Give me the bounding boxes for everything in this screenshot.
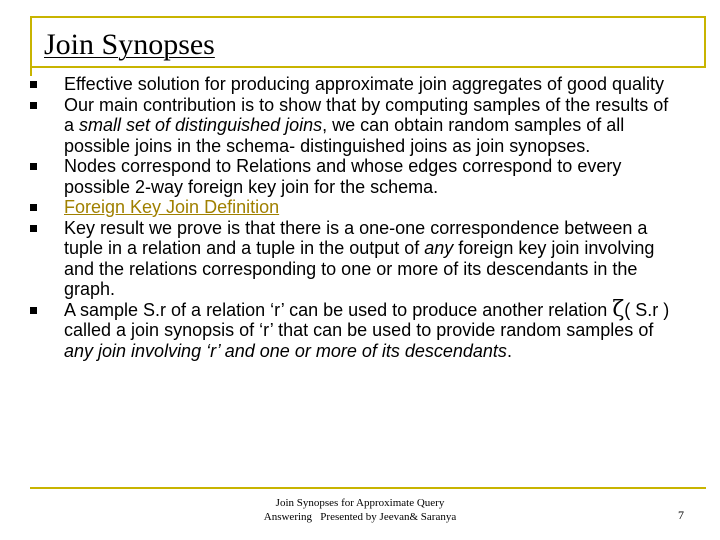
bullet-item (28, 296, 678, 362)
square-bullet-icon (30, 204, 37, 211)
bullet-list (28, 74, 678, 361)
footer-divider (30, 487, 706, 489)
foreign-key-join-definition-link[interactable]: Foreign Key Join Definition (64, 197, 280, 217)
footer-line: Answering Presented by Jeevan& Saranya (263, 511, 457, 523)
frame-top-border (30, 16, 706, 18)
bullet-text: foreign key join involving and the relations corresponding to one or more of its descendants in the graph. (64, 238, 655, 299)
bullet-emphasis: any (424, 238, 454, 258)
bullet-item (28, 95, 678, 157)
bullet-text: . (506, 340, 512, 361)
square-bullet-icon (30, 307, 37, 314)
bullet-text: Nodes correspond to Relations and whose edges correspond to every possible 2-way foreign key join for the schema. (64, 156, 622, 197)
bullet-text: Key result we prove is that there is a one-one correspondence between a tuple in a relation and a tuple in the output of (64, 217, 648, 258)
square-bullet-icon (30, 225, 37, 232)
bullet-item (28, 156, 678, 197)
bullet-item (28, 74, 678, 95)
bullet-text: Effective solution for producing approximate join aggregates of good quality (64, 74, 665, 94)
bullet-item (28, 218, 678, 300)
bullet-item (28, 197, 678, 218)
bullet-text: ( S.r ) called a join synopsis of ‘r’ that can be used to provide random samples of (64, 299, 670, 340)
title-divider (30, 66, 706, 68)
zeta-symbol: ζ (612, 296, 625, 322)
square-bullet-icon (30, 102, 37, 109)
slide-title: Join Synopses (44, 28, 215, 61)
slide-footer (240, 496, 480, 524)
square-bullet-icon (30, 81, 37, 88)
bullet-emphasis: small set of distinguished joins (79, 115, 323, 135)
bullet-text: Our main contribution is to show that by computing samples of the results of a (64, 94, 669, 135)
bullet-text: , we can obtain random samples of all possible joins in the schema- distinguished joins as join synopses. (64, 115, 625, 156)
bullet-emphasis: any join involving ‘r’ and one or more of its descendants (64, 340, 507, 361)
frame-right-border (704, 16, 706, 66)
page-number: 7 (678, 508, 684, 522)
square-bullet-icon (30, 163, 37, 170)
bullet-text: A sample S.r of a relation ‘r’ can be used to produce another relation (64, 299, 613, 320)
footer-line: Join Synopses for Approximate Query (275, 497, 445, 509)
